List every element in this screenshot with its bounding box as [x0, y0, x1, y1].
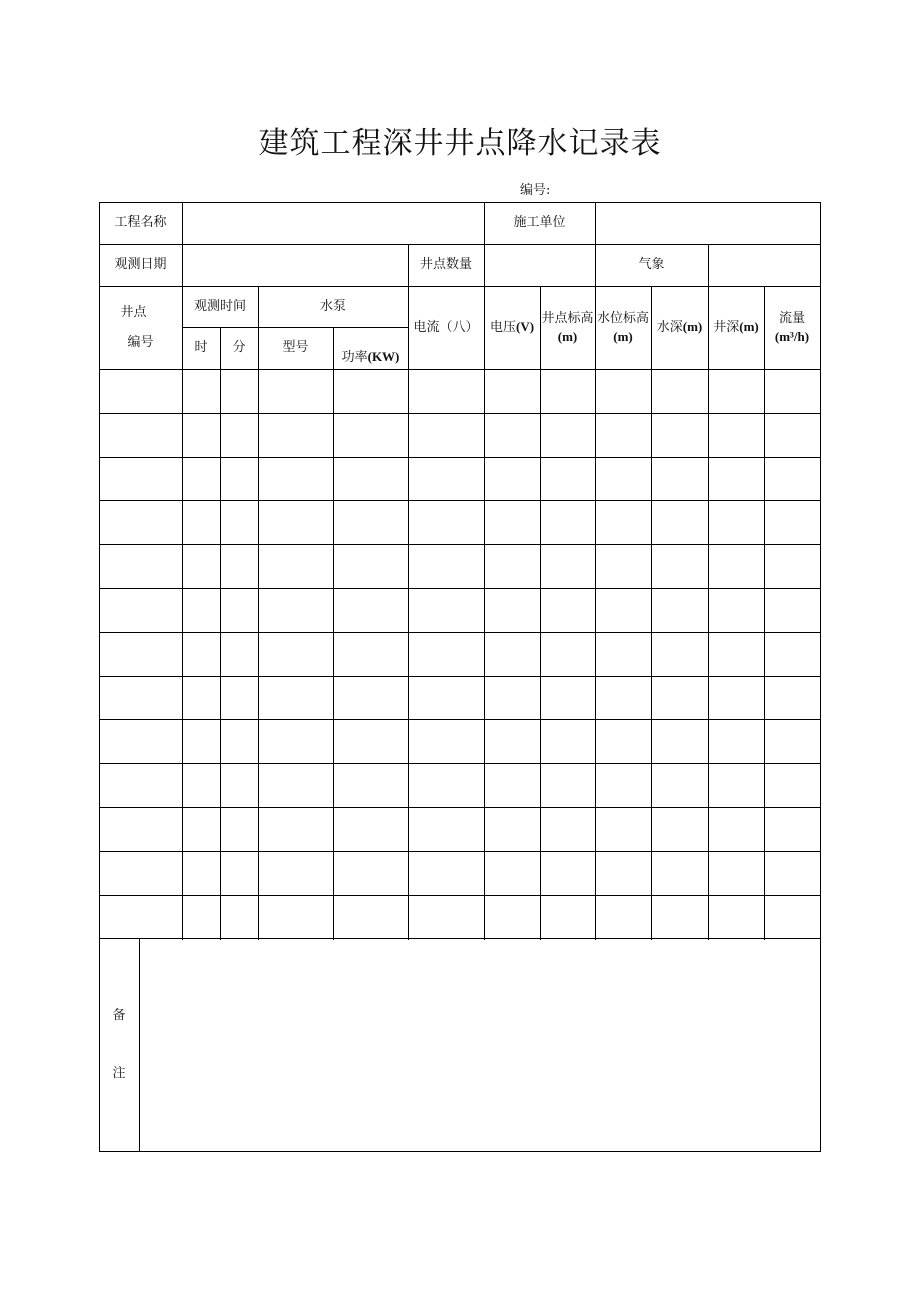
data-cell[interactable] — [540, 588, 595, 632]
grid-line — [708, 244, 709, 287]
header-minute: 分 — [232, 340, 246, 355]
header-well-depth — [708, 286, 764, 369]
data-cell[interactable] — [595, 413, 651, 457]
data-cell[interactable] — [99, 807, 182, 851]
data-cell[interactable] — [651, 413, 708, 457]
data-cell[interactable] — [651, 369, 708, 413]
data-cell[interactable] — [708, 500, 764, 544]
data-cell[interactable] — [258, 807, 333, 851]
data-cell[interactable] — [220, 719, 258, 763]
row-divider — [99, 500, 821, 501]
data-cell[interactable] — [182, 763, 220, 807]
grid-line — [484, 202, 485, 287]
data-cell[interactable] — [540, 457, 595, 500]
data-cell[interactable] — [182, 632, 220, 676]
header-well-elevation-line1: 井点标高 — [541, 310, 594, 326]
data-cell[interactable] — [484, 763, 540, 807]
header-voltage-unit: (V) — [515, 319, 535, 334]
grid-line — [182, 327, 409, 328]
data-cell[interactable] — [182, 719, 220, 763]
header-flow — [764, 286, 820, 369]
data-cell[interactable] — [333, 413, 408, 457]
data-cell[interactable] — [764, 719, 820, 763]
data-cell[interactable] — [258, 676, 333, 719]
data-cell[interactable] — [708, 369, 764, 413]
data-cell[interactable] — [708, 851, 764, 895]
data-cell[interactable] — [333, 369, 408, 413]
grid-line — [408, 244, 409, 287]
data-cell[interactable] — [220, 369, 258, 413]
data-cell[interactable] — [595, 676, 651, 719]
data-cell[interactable] — [408, 457, 484, 500]
grid-line — [258, 286, 259, 940]
doc-number-label: 编号: — [520, 183, 551, 198]
row-divider — [99, 676, 821, 677]
data-cell[interactable] — [651, 588, 708, 632]
grid-line — [595, 286, 596, 940]
data-cell[interactable] — [408, 763, 484, 807]
header-well-depth-prefix: 井深 — [713, 320, 740, 335]
row-divider — [99, 719, 821, 720]
row-divider — [99, 588, 821, 589]
data-cell[interactable] — [182, 851, 220, 895]
observation-date-label: 观测日期 — [114, 257, 167, 272]
grid-line — [484, 286, 485, 940]
data-cell[interactable] — [595, 369, 651, 413]
data-cell[interactable] — [333, 457, 408, 500]
data-cell[interactable] — [258, 413, 333, 457]
table-border-left — [99, 202, 100, 1152]
data-cell[interactable] — [258, 369, 333, 413]
header-well-elevation — [540, 286, 595, 369]
header-well-elevation-line2: (m) — [557, 328, 578, 344]
header-pump-model: 型号 — [282, 340, 309, 355]
data-cell[interactable] — [540, 719, 595, 763]
grid-line — [182, 202, 183, 287]
grid-line — [182, 286, 183, 940]
header-water-depth-unit: (m) — [682, 319, 703, 334]
observation-date-field[interactable] — [182, 244, 408, 286]
header-well-number-line1: 井点 — [120, 304, 147, 320]
data-cell[interactable] — [595, 851, 651, 895]
data-cell[interactable] — [651, 544, 708, 588]
data-cell[interactable] — [595, 895, 651, 938]
data-cell[interactable] — [182, 588, 220, 632]
data-cell[interactable] — [651, 457, 708, 500]
header-pump-power — [333, 327, 408, 369]
row-divider — [99, 544, 821, 545]
data-cell[interactable] — [540, 763, 595, 807]
data-cell[interactable] — [764, 632, 820, 676]
data-cell[interactable] — [333, 851, 408, 895]
header-current: 电流（八） — [413, 319, 479, 335]
table-border-bottom — [99, 1151, 821, 1152]
row-divider — [99, 632, 821, 633]
row-divider — [99, 851, 821, 852]
data-cell[interactable] — [408, 851, 484, 895]
page-title: 建筑工程深井井点降水记录表 — [258, 126, 662, 161]
grid-line — [408, 286, 409, 940]
data-cell[interactable] — [408, 500, 484, 544]
data-cell[interactable] — [595, 588, 651, 632]
data-cell[interactable] — [333, 807, 408, 851]
data-cell[interactable] — [333, 719, 408, 763]
data-cell[interactable] — [99, 895, 182, 938]
data-cell[interactable] — [764, 895, 820, 938]
data-cell[interactable] — [484, 413, 540, 457]
data-cell[interactable] — [333, 676, 408, 719]
data-cell[interactable] — [484, 895, 540, 938]
data-cell[interactable] — [595, 500, 651, 544]
data-cell[interactable] — [708, 895, 764, 938]
header-hour: 时 — [194, 340, 208, 355]
data-cell[interactable] — [595, 544, 651, 588]
data-cell[interactable] — [333, 895, 408, 938]
data-cell[interactable] — [540, 676, 595, 719]
data-cell[interactable] — [220, 895, 258, 938]
remarks-field[interactable] — [139, 939, 820, 1151]
data-cell[interactable] — [708, 544, 764, 588]
header-flow-line2: (m³/h) — [774, 328, 810, 344]
header-well-number-line2: 编号 — [127, 334, 154, 350]
data-cell[interactable] — [258, 588, 333, 632]
data-cell[interactable] — [258, 851, 333, 895]
data-cell[interactable] — [651, 763, 708, 807]
data-cell[interactable] — [764, 763, 820, 807]
data-cell[interactable] — [333, 544, 408, 588]
data-cell[interactable] — [764, 500, 820, 544]
row-divider — [99, 763, 821, 764]
header-power-prefix: 功率 — [341, 350, 368, 365]
data-cell[interactable] — [99, 851, 182, 895]
data-cell[interactable] — [764, 457, 820, 500]
grid-line — [595, 202, 596, 287]
data-cell[interactable] — [484, 851, 540, 895]
data-cell[interactable] — [182, 369, 220, 413]
data-cell[interactable] — [182, 676, 220, 719]
grid-line — [99, 286, 821, 287]
data-cell[interactable] — [182, 895, 220, 938]
data-cell[interactable] — [764, 851, 820, 895]
data-cell[interactable] — [708, 676, 764, 719]
data-cell[interactable] — [258, 763, 333, 807]
data-cell[interactable] — [595, 807, 651, 851]
row-divider — [99, 413, 821, 414]
row-divider — [99, 938, 821, 939]
data-cell[interactable] — [333, 763, 408, 807]
grid-line — [99, 369, 821, 370]
project-name-field[interactable] — [182, 202, 484, 244]
data-cell[interactable] — [182, 413, 220, 457]
data-cell[interactable] — [333, 588, 408, 632]
remarks-divider — [139, 939, 140, 1152]
data-cell[interactable] — [99, 500, 182, 544]
data-cell[interactable] — [651, 719, 708, 763]
row-divider — [99, 807, 821, 808]
remarks-label-line2: 注 — [112, 1066, 126, 1081]
well-count-field[interactable] — [484, 244, 595, 286]
data-cell[interactable] — [764, 544, 820, 588]
data-cell[interactable] — [540, 851, 595, 895]
data-cell[interactable] — [182, 544, 220, 588]
data-cell[interactable] — [220, 632, 258, 676]
header-voltage-prefix: 电压 — [489, 320, 516, 335]
data-cell[interactable] — [764, 369, 820, 413]
data-cell[interactable] — [408, 632, 484, 676]
data-cell[interactable] — [708, 807, 764, 851]
data-cell[interactable] — [764, 807, 820, 851]
data-cell[interactable] — [182, 457, 220, 500]
row-divider — [99, 895, 821, 896]
table-border-right — [820, 202, 821, 1152]
data-cell[interactable] — [484, 369, 540, 413]
row-divider — [99, 457, 821, 458]
data-cell[interactable] — [651, 632, 708, 676]
data-cell[interactable] — [408, 895, 484, 938]
well-count-label: 井点数量 — [419, 257, 472, 272]
data-cell[interactable] — [220, 763, 258, 807]
data-cell[interactable] — [182, 500, 220, 544]
construction-unit-field[interactable] — [595, 202, 820, 244]
header-water-depth — [651, 286, 708, 369]
data-cell[interactable] — [99, 719, 182, 763]
data-cell[interactable] — [484, 500, 540, 544]
data-cell[interactable] — [408, 719, 484, 763]
data-cell[interactable] — [333, 632, 408, 676]
data-cell[interactable] — [708, 719, 764, 763]
header-flow-line1: 流量 — [778, 310, 805, 326]
data-cell[interactable] — [99, 632, 182, 676]
grid-line — [99, 244, 821, 245]
data-cell[interactable] — [258, 719, 333, 763]
grid-line — [220, 327, 221, 940]
data-cell[interactable] — [540, 413, 595, 457]
data-cell[interactable] — [408, 676, 484, 719]
header-power-unit: (KW) — [367, 349, 400, 364]
data-cell[interactable] — [258, 457, 333, 500]
data-cell[interactable] — [99, 457, 182, 500]
data-cell[interactable] — [708, 413, 764, 457]
data-cell[interactable] — [708, 632, 764, 676]
grid-line — [708, 286, 709, 940]
data-cell[interactable] — [595, 632, 651, 676]
data-cell[interactable] — [408, 544, 484, 588]
data-cell[interactable] — [408, 369, 484, 413]
data-cell[interactable] — [651, 676, 708, 719]
header-water-elevation — [595, 286, 651, 369]
data-cell[interactable] — [408, 588, 484, 632]
data-cell[interactable] — [220, 851, 258, 895]
data-cell[interactable] — [708, 763, 764, 807]
data-cell[interactable] — [258, 500, 333, 544]
header-observation-time: 观测时间 — [193, 298, 246, 314]
grid-line — [333, 327, 334, 940]
data-cell[interactable] — [99, 413, 182, 457]
construction-unit-label: 施工单位 — [513, 215, 566, 230]
data-cell[interactable] — [99, 544, 182, 588]
data-cell[interactable] — [651, 895, 708, 938]
header-water-elevation-line2: (m) — [613, 328, 633, 344]
data-cell[interactable] — [333, 500, 408, 544]
header-well-number — [99, 286, 182, 369]
header-water-depth-prefix: 水深 — [656, 320, 683, 335]
data-cell[interactable] — [764, 413, 820, 457]
data-cell[interactable] — [651, 807, 708, 851]
grid-line — [764, 286, 765, 940]
data-cell[interactable] — [651, 851, 708, 895]
weather-label: 气象 — [638, 257, 665, 272]
data-cell[interactable] — [708, 457, 764, 500]
data-cell[interactable] — [764, 588, 820, 632]
data-cell[interactable] — [484, 544, 540, 588]
data-cell[interactable] — [220, 457, 258, 500]
data-cell[interactable] — [708, 588, 764, 632]
data-cell[interactable] — [540, 369, 595, 413]
data-cell[interactable] — [99, 676, 182, 719]
grid-line — [540, 286, 541, 940]
data-cell[interactable] — [220, 544, 258, 588]
data-cell[interactable] — [540, 500, 595, 544]
data-cell[interactable] — [540, 632, 595, 676]
data-cell[interactable] — [540, 544, 595, 588]
data-cell[interactable] — [220, 588, 258, 632]
data-cell[interactable] — [220, 807, 258, 851]
data-cell[interactable] — [484, 588, 540, 632]
data-cell[interactable] — [764, 676, 820, 719]
remarks-label-line1: 备 — [112, 1008, 126, 1023]
data-cell[interactable] — [651, 500, 708, 544]
data-cell[interactable] — [540, 895, 595, 938]
data-cell[interactable] — [595, 763, 651, 807]
table-border-top — [99, 202, 821, 203]
data-cell[interactable] — [484, 457, 540, 500]
data-cell[interactable] — [258, 544, 333, 588]
data-cell[interactable] — [220, 500, 258, 544]
header-voltage — [484, 286, 540, 369]
data-cell[interactable] — [484, 632, 540, 676]
project-name-label: 工程名称 — [114, 215, 167, 230]
data-cell[interactable] — [408, 807, 484, 851]
data-cell[interactable] — [484, 719, 540, 763]
data-cell[interactable] — [182, 807, 220, 851]
data-cell[interactable] — [220, 676, 258, 719]
remarks-label — [99, 939, 139, 1151]
data-cell[interactable] — [220, 413, 258, 457]
data-cell[interactable] — [595, 457, 651, 500]
data-cell[interactable] — [408, 413, 484, 457]
header-water-elevation-line1: 水位标高 — [596, 310, 649, 326]
data-cell[interactable] — [258, 632, 333, 676]
data-cell[interactable] — [99, 763, 182, 807]
data-cell[interactable] — [99, 369, 182, 413]
grid-line — [651, 286, 652, 940]
data-cell[interactable] — [540, 807, 595, 851]
weather-field[interactable] — [708, 244, 820, 286]
data-cell[interactable] — [258, 895, 333, 938]
data-cell[interactable] — [595, 719, 651, 763]
header-pump: 水泵 — [319, 298, 346, 314]
header-well-depth-unit: (m) — [739, 319, 759, 334]
data-cell[interactable] — [484, 807, 540, 851]
data-cell[interactable] — [484, 676, 540, 719]
data-cell[interactable] — [99, 588, 182, 632]
